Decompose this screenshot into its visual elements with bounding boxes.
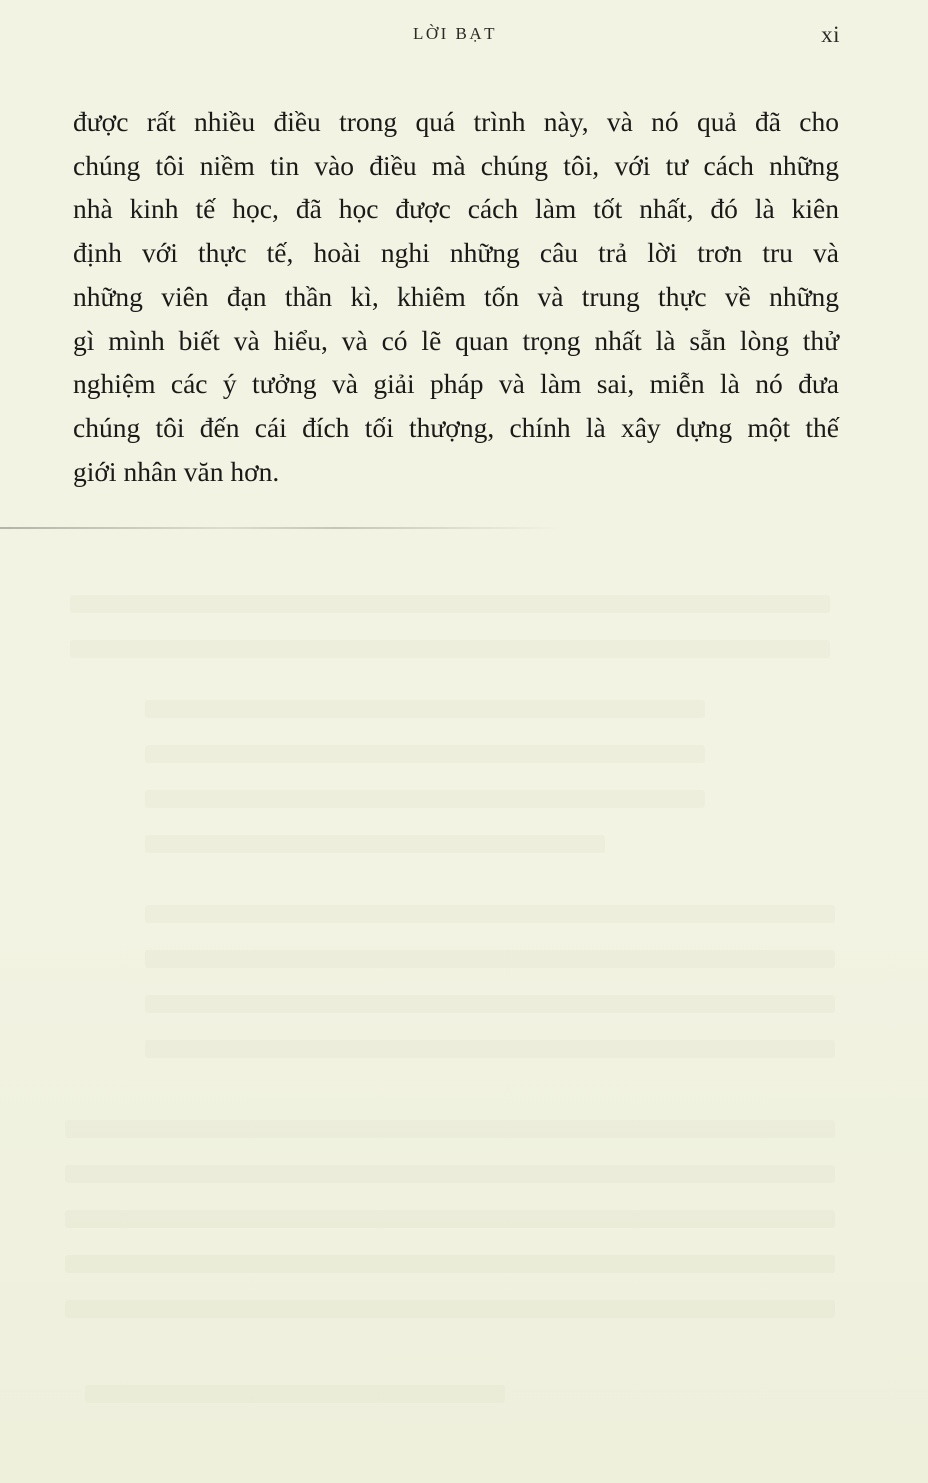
paragraph-line: gì mình biết và hiểu, và có lẽ quan trọng nhất là sẵn lòng thử [73, 324, 839, 356]
running-title: LỜI BẠT [412, 24, 498, 43]
paragraph-line: được rất nhiều điều trong quá trình này, và nó quả đã cho [73, 106, 839, 137]
scan-mark [0, 527, 560, 529]
page-number: xi [821, 22, 840, 47]
paragraph-line: những viên đạn thần kì, khiêm tốn và trung thực về những [73, 280, 839, 312]
paragraph-line: nghiệm các ý tưởng và giải pháp và làm sai, miễn là nó đưa [73, 368, 839, 400]
body-paragraph [73, 100, 839, 493]
running-header [0, 22, 928, 52]
paragraph-line: chúng tôi niềm tin vào điều mà chúng tôi, với tư cách những [73, 149, 839, 181]
paragraph-line: định với thực tế, hoài nghi những câu trả lời trơn tru và [73, 237, 839, 269]
paragraph-line: chúng tôi đến cái đích tối thượng, chính là xây dựng một thế [73, 411, 839, 443]
paragraph-line: giới nhân văn hơn. [73, 455, 280, 487]
paragraph-line: nhà kinh tế học, đã học được cách làm tốt nhất, đó là kiên [73, 193, 839, 225]
